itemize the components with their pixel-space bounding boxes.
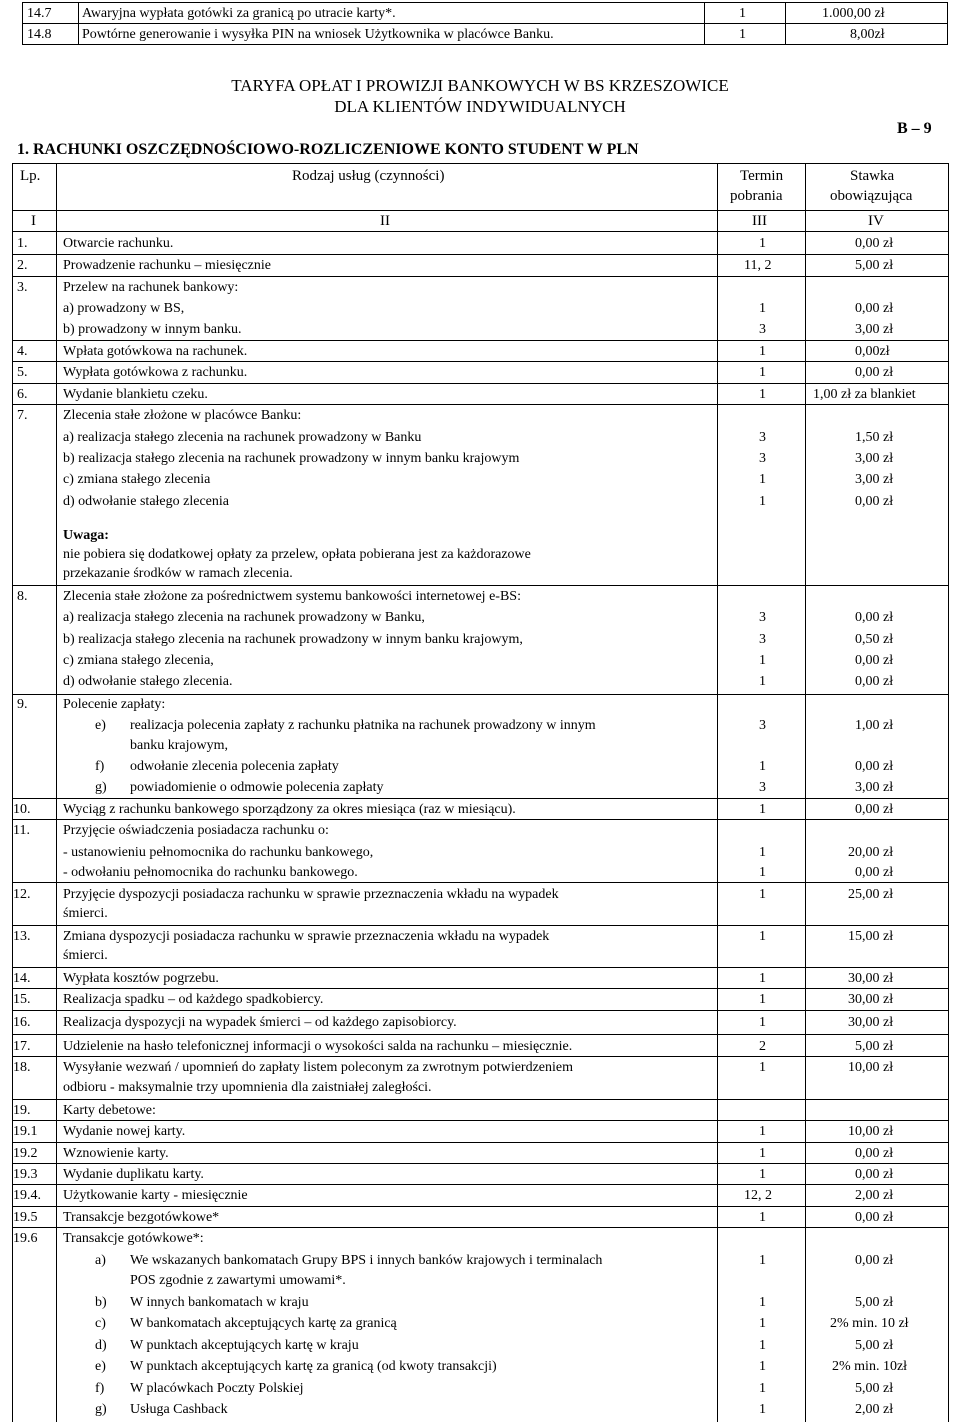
row-description: a) realizacja stałego zlecenia na rachunek prowadzony w Banku,: [63, 610, 425, 625]
row-term: 1: [759, 1338, 766, 1353]
row-rate: 2% min. 10 zł: [830, 1316, 909, 1331]
row-term: 3: [759, 718, 766, 733]
rule: [12, 925, 949, 926]
row-term: 1: [759, 674, 766, 689]
row-lp: 18.: [13, 1060, 31, 1075]
row-rate: 0,00 zł: [855, 1253, 894, 1268]
row-rate: 0,00 zł: [855, 759, 894, 774]
column-number: II: [380, 213, 390, 229]
row-lp: 19.4.: [13, 1188, 41, 1203]
row-lp: 5.: [17, 365, 28, 380]
row-term: 3: [759, 430, 766, 445]
row-term: 1: [759, 1295, 766, 1310]
row-rate: 0,00 zł: [855, 674, 894, 689]
rule: [12, 1206, 949, 1207]
row-lp: 7.: [17, 408, 28, 423]
row-description: b) realizacja stałego zlecenia na rachunek prowadzony w innym banku krajowym: [63, 451, 520, 466]
rule: [12, 988, 949, 989]
row-description: powiadomienie o odmowie polecenia zapłaty: [130, 780, 384, 795]
row-term: 1: [759, 929, 766, 944]
row-lp: 12.: [13, 887, 31, 902]
row-description: W bankomatach akceptujących kartę za granicą: [130, 1316, 397, 1331]
row-description: Karty debetowe:: [63, 1103, 156, 1118]
rule: [12, 1184, 949, 1185]
row-description: Prowadzenie rachunku – miesięcznie: [63, 258, 271, 273]
rule: [12, 882, 949, 883]
rule: [12, 1056, 949, 1057]
row-description: Zlecenia stałe złożone w placówce Banku:: [63, 408, 302, 423]
rule: [12, 404, 949, 405]
row-description: śmierci.: [63, 906, 108, 921]
row-lp: 10.: [13, 802, 31, 817]
column-number: III: [752, 213, 767, 229]
row-rate: 8,00zł: [850, 27, 885, 42]
row-description: banku krajowym,: [130, 738, 228, 753]
rule: [12, 340, 949, 341]
row-description: Przelew na rachunek bankowy:: [63, 280, 239, 295]
row-sub: f): [95, 1381, 105, 1396]
rule: [704, 2, 705, 44]
row-term: 1: [759, 1124, 766, 1139]
row-description: śmierci.: [63, 948, 108, 963]
note-text: przekazanie środków w ramach zlecenia.: [63, 566, 293, 581]
rule: [948, 163, 949, 1422]
row-lp: 19.6: [13, 1231, 38, 1246]
row-term: 1: [759, 802, 766, 817]
row-lp: 19.2: [13, 1146, 38, 1161]
row-rate: 25,00 zł: [848, 887, 894, 902]
row-description: POS zgodnie z zawartymi umowami*.: [130, 1273, 346, 1288]
row-rate: 30,00 zł: [848, 992, 894, 1007]
row-description: d) odwołanie stałego zlecenia: [63, 494, 229, 509]
row-description: W punktach akceptujących kartę w kraju: [130, 1338, 359, 1353]
row-term: 1: [759, 1381, 766, 1396]
row-description: W innych bankomatach w kraju: [130, 1295, 309, 1310]
row-rate: 0,00 zł: [855, 236, 894, 251]
row-description: Przyjęcie oświadczenia posiadacza rachunku o:: [63, 823, 329, 838]
row-term: 1: [759, 845, 766, 860]
row-term: 1: [759, 887, 766, 902]
row-term: 1: [759, 1015, 766, 1030]
column-number: I: [31, 213, 36, 229]
row-description: Otwarcie rachunku.: [63, 236, 174, 251]
row-term: 1: [759, 653, 766, 668]
row-lp: 19.5: [13, 1210, 38, 1225]
row-term: 1: [739, 27, 746, 42]
row-description: Zlecenia stałe złożone za pośrednictwem systemu bankowości internetowej e-BS:: [63, 589, 521, 604]
row-term: 1: [759, 971, 766, 986]
row-description: d) odwołanie stałego zlecenia.: [63, 674, 233, 689]
row-lp: 6.: [17, 387, 28, 402]
row-rate: 0,00zł: [855, 344, 890, 359]
rule: [12, 231, 949, 232]
rule: [56, 163, 57, 1422]
rule: [22, 2, 948, 3]
row-description: Wypłata kosztów pogrzebu.: [63, 971, 219, 986]
row-term: 3: [759, 632, 766, 647]
header-rate: Stawka: [850, 168, 895, 184]
row-description: realizacja polecenia zapłaty z rachunku płatnika na rachunek prowadzony w innym: [130, 718, 596, 733]
row-lp: 4.: [17, 344, 28, 359]
rule: [12, 1227, 949, 1228]
row-rate: 3,00 zł: [855, 780, 894, 795]
row-description: Wydanie duplikatu karty.: [63, 1167, 204, 1182]
row-sub: g): [95, 1402, 107, 1417]
row-lp: 13.: [13, 929, 31, 944]
header-description: Rodzaj usług (czynności): [292, 168, 445, 184]
row-rate: 5,00 zł: [855, 258, 894, 273]
row-term: 1: [759, 1167, 766, 1182]
rule: [12, 1010, 949, 1011]
row-sub: g): [95, 780, 107, 795]
row-rate: 0,00 zł: [855, 301, 894, 316]
row-rate: 3,00 zł: [855, 322, 894, 337]
row-description: Udzielenie na hasło telefonicznej informacji o wysokości salda na rachunku – miesięcznie.: [63, 1039, 573, 1054]
row-term: 1: [759, 236, 766, 251]
row-rate: 1,00 zł: [855, 718, 894, 733]
rule: [78, 2, 79, 44]
row-description: Wydanie blankietu czeku.: [63, 387, 208, 402]
row-term: 1: [759, 494, 766, 509]
row-rate: 2,00 zł: [855, 1402, 894, 1417]
row-rate: 20,00 zł: [848, 845, 894, 860]
row-sub: c): [95, 1316, 106, 1331]
rule: [12, 967, 949, 968]
row-description: Awaryjna wypłata gotówki za granicą po utracie karty*.: [82, 6, 396, 21]
row-term: 2: [759, 1039, 766, 1054]
row-rate: 10,00 zł: [848, 1124, 894, 1139]
row-description: b) prowadzony w innym banku.: [63, 322, 242, 337]
rule: [12, 210, 949, 211]
section-title: 1. RACHUNKI OSZCZĘDNOŚCIOWO-ROZLICZENIOWE KONTO STUDENT W PLN: [17, 141, 639, 158]
row-rate: 30,00 zł: [848, 1015, 894, 1030]
row-term: 3: [759, 451, 766, 466]
row-term: 11, 2: [744, 258, 772, 273]
row-rate: 5,00 zł: [855, 1338, 894, 1353]
rule: [12, 1142, 949, 1143]
row-lp: 3.: [17, 280, 28, 295]
header-rate: obowiązująca: [830, 188, 913, 204]
row-description: Wydanie nowej karty.: [63, 1124, 186, 1139]
row-lp: 19.: [13, 1103, 31, 1118]
row-term: 1: [759, 301, 766, 316]
row-lp: 14.7: [27, 6, 52, 21]
row-lp: 19.3: [13, 1167, 38, 1182]
row-lp: 15.: [13, 992, 31, 1007]
row-description: c) zmiana stałego zlecenia,: [63, 653, 214, 668]
row-description: Wyciąg z rachunku bankowego sporządzony za okres miesiąca (raz w miesiącu).: [63, 802, 516, 817]
row-term: 1: [759, 1359, 766, 1374]
rule: [22, 23, 948, 24]
row-rate: 1,50 zł: [855, 430, 894, 445]
row-rate: 2,00 zł: [855, 1188, 894, 1203]
row-sub: f): [95, 759, 105, 774]
row-term: 12, 2: [744, 1188, 772, 1203]
row-description: - ustanowieniu pełnomocnika do rachunku bankowego,: [63, 845, 374, 860]
row-description: Zmiana dyspozycji posiadacza rachunku w sprawie przeznaczenia wkładu na wypadek: [63, 929, 550, 944]
row-rate: 0,00 zł: [855, 1146, 894, 1161]
row-description: We wskazanych bankomatach Grupy BPS i innych banków krajowych i terminalach: [130, 1253, 603, 1268]
rule: [12, 1099, 949, 1100]
rule: [947, 2, 948, 44]
document-title-line2: DLA KLIENTÓW INDYWIDUALNYCH: [334, 97, 626, 116]
row-description: Wpłata gotówkowa na rachunek.: [63, 344, 248, 359]
row-term: 1: [759, 1316, 766, 1331]
row-rate: 0,00 zł: [855, 610, 894, 625]
row-rate: 10,00 zł: [848, 1060, 894, 1075]
rule: [12, 163, 949, 164]
row-lp: 11.: [13, 823, 30, 838]
row-lp: 1.: [17, 236, 28, 251]
row-lp: 9.: [17, 697, 28, 712]
row-rate: 0,00 zł: [855, 653, 894, 668]
rule: [12, 276, 949, 277]
row-lp: 14.8: [27, 27, 52, 42]
row-term: 3: [759, 322, 766, 337]
row-rate: 1.000,00 zł: [822, 6, 885, 21]
row-term: 3: [759, 610, 766, 625]
document-title-line1: TARYFA OPŁAT I PROWIZJI BANKOWYCH W BS KRZESZOWICE: [231, 76, 729, 95]
row-lp: 17.: [13, 1039, 31, 1054]
row-rate: 15,00 zł: [848, 929, 894, 944]
rule: [12, 798, 949, 799]
header-term: pobrania: [730, 188, 783, 204]
row-sub: a): [95, 1253, 106, 1268]
row-description: Powtórne generowanie i wysyłka PIN na wniosek Użytkownika w placówce Banku.: [82, 27, 554, 42]
row-description: W punktach akceptujących kartę za granicą (od kwoty transakcji): [130, 1359, 497, 1374]
row-description: Transakcje gotówkowe*:: [63, 1231, 204, 1246]
row-description: Transakcje bezgotówkowe*: [63, 1210, 220, 1225]
header-lp: Lp.: [20, 168, 41, 184]
row-rate: 0,50 zł: [855, 632, 894, 647]
row-rate: 0,00 zł: [855, 1167, 894, 1182]
rule: [12, 694, 949, 695]
row-rate: 0,00 zł: [855, 802, 894, 817]
rule: [22, 2, 23, 44]
rule: [12, 1120, 949, 1121]
row-description: Usługa Cashback: [130, 1402, 228, 1417]
row-lp: 14.: [13, 971, 31, 986]
row-term: 1: [739, 6, 746, 21]
row-description: b) realizacja stałego zlecenia na rachunek prowadzony w innym banku krajowym,: [63, 632, 523, 647]
note-text: nie pobiera się dodatkowej opłaty za przelew, opłata pobierana jest za każdorazowe: [63, 547, 531, 562]
rule: [785, 2, 786, 44]
row-term: 3: [759, 780, 766, 795]
rule: [12, 254, 949, 255]
rule: [12, 383, 949, 384]
row-description: a) realizacja stałego zlecenia na rachunek prowadzony w Banku: [63, 430, 422, 445]
row-sub: e): [95, 1359, 106, 1374]
row-term: 1: [759, 365, 766, 380]
row-rate: 2% min. 10zł: [832, 1359, 908, 1374]
row-term: 1: [759, 1402, 766, 1417]
rule: [12, 585, 949, 586]
rule: [12, 1034, 949, 1035]
rule: [12, 1163, 949, 1164]
rule: [22, 44, 948, 45]
row-description: c) zmiana stałego zlecenia: [63, 472, 211, 487]
row-rate: 5,00 zł: [855, 1039, 894, 1054]
row-description: Polecenie zapłaty:: [63, 697, 166, 712]
row-description: Wznowienie karty.: [63, 1146, 169, 1161]
rule: [717, 163, 718, 1422]
row-lp: 8.: [17, 589, 28, 604]
row-lp: 19.1: [13, 1124, 38, 1139]
row-term: 1: [759, 1146, 766, 1161]
row-description: Realizacja spadku – od każdego spadkobiercy.: [63, 992, 324, 1007]
row-term: 1: [759, 759, 766, 774]
row-description: Użytkowanie karty - miesięcznie: [63, 1188, 248, 1203]
row-rate: 0,00 zł: [855, 365, 894, 380]
row-description: Przyjęcie dyspozycji posiadacza rachunku w sprawie przeznaczenia wkładu na wypadek: [63, 887, 559, 902]
rule: [805, 163, 806, 1422]
row-rate: 0,00 zł: [855, 865, 894, 880]
row-description: W placówkach Poczty Polskiej: [130, 1381, 304, 1396]
row-lp: 16.: [13, 1015, 31, 1030]
page-code: B – 9: [897, 120, 932, 137]
row-rate: 5,00 zł: [855, 1381, 894, 1396]
header-term: Termin: [740, 168, 784, 184]
row-term: 1: [759, 992, 766, 1007]
row-rate: 3,00 zł: [855, 472, 894, 487]
row-term: 1: [759, 865, 766, 880]
row-rate: 0,00 zł: [855, 494, 894, 509]
row-description: - odwołaniu pełnomocnika do rachunku bankowego.: [63, 865, 358, 880]
row-rate: 3,00 zł: [855, 451, 894, 466]
row-rate: 0,00 zł: [855, 1210, 894, 1225]
row-sub: b): [95, 1295, 107, 1310]
note-title: Uwaga:: [63, 528, 109, 543]
row-description: Wypłata gotówkowa z rachunku.: [63, 365, 248, 380]
row-rate: 5,00 zł: [855, 1295, 894, 1310]
row-description: odbioru - maksymalnie trzy upomnienia dla zaistniałej zaległości.: [63, 1080, 432, 1095]
row-term: 1: [759, 1253, 766, 1268]
row-sub: e): [95, 718, 106, 733]
row-rate: 30,00 zł: [848, 971, 894, 986]
row-lp: 2.: [17, 258, 28, 273]
row-rate: 1,00 zł za blankiet: [813, 387, 916, 402]
row-description: a) prowadzony w BS,: [63, 301, 185, 316]
row-description: odwołanie zlecenia polecenia zapłaty: [130, 759, 339, 774]
row-term: 1: [759, 472, 766, 487]
column-number: IV: [868, 213, 884, 229]
rule: [12, 819, 949, 820]
row-term: 1: [759, 344, 766, 359]
row-sub: d): [95, 1338, 107, 1353]
row-term: 1: [759, 1060, 766, 1075]
row-term: 1: [759, 387, 766, 402]
row-description: Wysyłanie wezwań / upomnień do zapłaty listem poleconym za zwrotnym potwierdzeniem: [63, 1060, 574, 1075]
row-description: Realizacja dyspozycji na wypadek śmierci – od każdego zapisobiorcy.: [63, 1015, 457, 1030]
rule: [12, 361, 949, 362]
row-term: 1: [759, 1210, 766, 1225]
